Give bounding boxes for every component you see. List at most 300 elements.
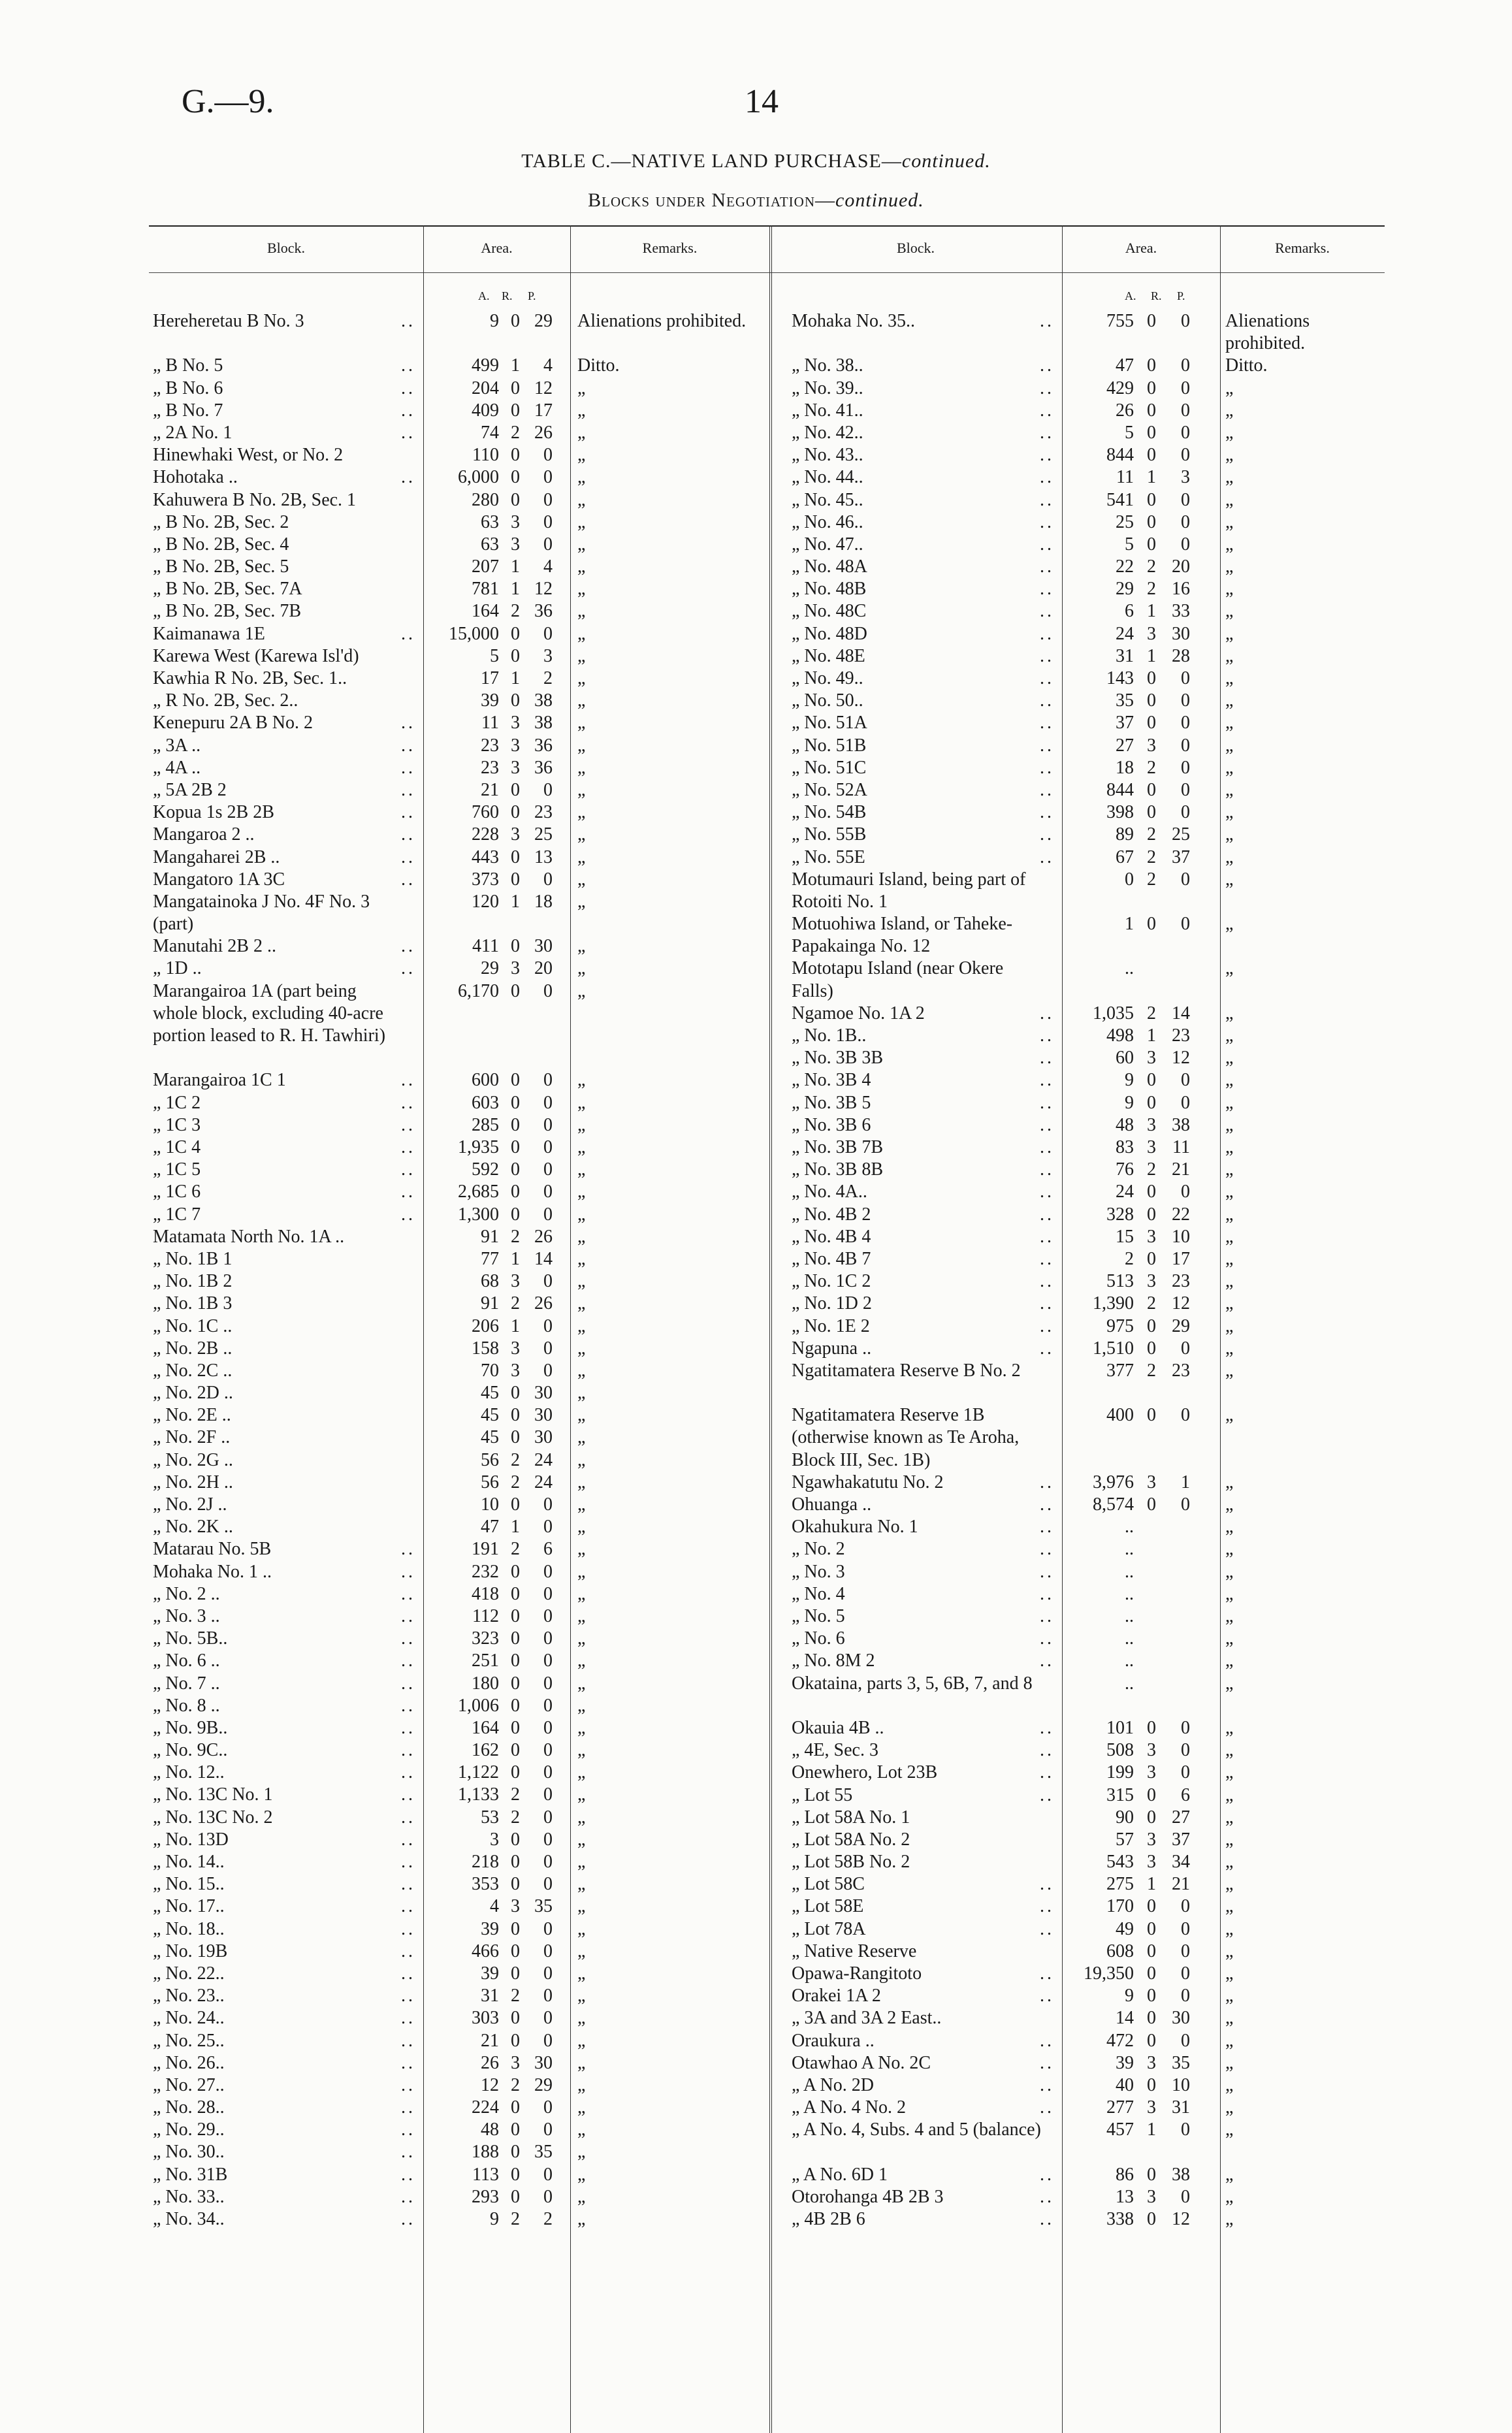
left-column-rows [153, 310, 767, 2231]
area-roods: 0 [511, 1628, 520, 1649]
table-row [792, 824, 1383, 846]
area-acres: 180 [472, 1673, 499, 1694]
area-roods: 1 [511, 668, 520, 689]
remarks-cell: „ [577, 1293, 586, 1314]
roods-unit-label-right: R. [1151, 289, 1162, 302]
table-row [792, 1248, 1383, 1270]
table-row [792, 1092, 1383, 1114]
remarks-cell: „ [577, 1874, 586, 1895]
block-name: „ B No. 2B, Sec. 2 [153, 511, 289, 532]
area-acres: 56 [481, 1449, 499, 1470]
remarks-cell: „ [577, 846, 586, 867]
area-roods: 1 [511, 1315, 520, 1336]
block-name: „ No. 4B 7 [792, 1248, 871, 1269]
area-perches: 0 [543, 1695, 553, 1716]
leader-dots: .. [1040, 355, 1054, 376]
area-acres: 18 [1116, 757, 1134, 778]
area-acres: 40 [1116, 2074, 1134, 2095]
block-name: „ No. 2G .. [153, 1449, 233, 1470]
area-perches: 0 [543, 1315, 553, 1336]
table-row [153, 1360, 767, 1382]
table-row [153, 1695, 767, 1717]
block-name: „ No. 48A [792, 556, 867, 577]
area-acres: 2,685 [458, 1182, 499, 1202]
table-row [153, 801, 767, 824]
block-name: Ohuanga .. [792, 1494, 872, 1515]
area-perches: 0 [543, 1137, 553, 1158]
block-name: „ No. 3B 4 [792, 1070, 871, 1091]
leader-dots: .. [1040, 1114, 1054, 1135]
area-roods: 3 [511, 824, 520, 845]
remarks-cell: „ [1225, 1182, 1234, 1202]
remarks-cell: „ [1225, 1070, 1234, 1091]
table-row [153, 1829, 767, 1851]
area-roods: 0 [511, 1137, 520, 1158]
area-acres: 74 [481, 422, 499, 443]
remarks-cell: „ [577, 1651, 586, 1671]
area-roods: 0 [1147, 1405, 1156, 1426]
area-acres: 49 [1116, 1918, 1134, 1939]
remarks-cell: „ [1225, 846, 1234, 867]
area-perches: 12 [1172, 1048, 1190, 1069]
area-acres: 228 [472, 824, 499, 845]
table-row [792, 1226, 1383, 1248]
remarks-cell: „ [1225, 1539, 1234, 1560]
table-row [153, 534, 767, 556]
area-roods: 3 [511, 1271, 520, 1292]
leader-dots: .. [1040, 445, 1054, 466]
block-name: „ No. 14.. [153, 1852, 225, 1873]
leader-dots: .. [401, 2142, 415, 2163]
remarks-cell: „ [1225, 1092, 1234, 1113]
area-perches: 0 [543, 1651, 553, 1671]
remarks-cell: „ [1225, 1226, 1234, 1247]
area-acres: 164 [472, 601, 499, 622]
area-roods: 0 [511, 1494, 520, 1515]
table-row [153, 1136, 767, 1159]
area-perches: 12 [534, 378, 553, 398]
remarks-cell: „ [1225, 445, 1234, 466]
block-name: „ 4E, Sec. 3 [792, 1740, 878, 1761]
block-name: „ B No. 5 [153, 355, 223, 376]
remarks-cell: Ditto. [1225, 355, 1268, 376]
leader-dots: .. [401, 713, 415, 733]
table-title: TABLE C.—NATIVE LAND PURCHASE—continued. [521, 150, 991, 172]
block-name: „ No. 43.. [792, 445, 863, 466]
area-acres: 9 [1125, 1092, 1134, 1113]
remarks-cell: „ [1225, 1405, 1234, 1426]
table-row [153, 2097, 767, 2119]
table-row [792, 600, 1383, 622]
table-row [792, 1873, 1383, 1895]
block-name: „ B No. 2B, Sec. 4 [153, 534, 289, 555]
area-acres: 315 [1106, 1784, 1134, 1805]
area-perches: 0 [543, 2008, 553, 2029]
area-perches: 0 [543, 1605, 553, 1626]
area-perches: 0 [543, 1561, 553, 1582]
leader-dots: .. [401, 1918, 415, 1939]
remarks-cell: „ [1225, 1874, 1234, 1895]
leader-dots: .. [1040, 1539, 1054, 1560]
block-name: „ No. 4B 2 [792, 1204, 871, 1225]
area-acres: 2 [1125, 1248, 1134, 1269]
table-row [792, 2208, 1383, 2231]
remarks-cell: „ [577, 2142, 586, 2163]
table-row [792, 1003, 1383, 1025]
area-roods: 0 [1147, 1248, 1156, 1269]
block-name: „ No. 1B 2 [153, 1271, 233, 1292]
area-acres: 418 [472, 1583, 499, 1604]
table-row [792, 422, 1383, 444]
block-name: „ No. 4B 4 [792, 1226, 871, 1247]
remarks-cell: „ [1225, 1517, 1234, 1538]
block-name: Kopua 1s 2B 2B [153, 802, 274, 823]
block-name: „ No. 13C No. 2 [153, 1807, 273, 1828]
area-roods: 0 [1147, 2030, 1156, 2051]
block-name: „ No. 27.. [153, 2074, 225, 2095]
remarks-cell: „ [577, 556, 586, 577]
area-roods: 0 [1147, 400, 1156, 421]
area-roods: 0 [511, 311, 520, 331]
table-row [792, 2030, 1383, 2052]
area-perches: 30 [1172, 623, 1190, 644]
leader-dots: .. [401, 623, 415, 644]
area-perches: 0 [1181, 1762, 1190, 1783]
leader-dots: .. [1040, 1986, 1054, 2006]
area-roods: 0 [511, 400, 520, 421]
area-perches: 23 [534, 802, 553, 823]
area-roods: 0 [511, 623, 520, 644]
table-row [153, 1159, 767, 1181]
area-acres: 400 [1106, 1405, 1134, 1426]
area-acres: 4 [490, 1896, 499, 1917]
area-acres: 120 [472, 891, 499, 912]
block-name: „ No. 5B.. [153, 1628, 228, 1649]
table-row [153, 1494, 767, 1516]
col-header-area-right: Area. [1125, 240, 1157, 256]
area-acres: 1,390 [1093, 1293, 1134, 1314]
area-perches: 2 [543, 2209, 553, 2230]
leader-dots: .. [1040, 802, 1054, 823]
area-roods: 0 [511, 2142, 520, 2163]
leader-dots: .. [1040, 2074, 1054, 2095]
block-name: „ No. 29.. [153, 2119, 225, 2140]
area-acres: 5 [490, 645, 499, 666]
area-roods: 1 [511, 1248, 520, 1269]
area-roods: 0 [1147, 1182, 1156, 1202]
area-perches: 16 [1172, 579, 1190, 600]
area-roods: 0 [1147, 378, 1156, 398]
table-row [153, 1784, 767, 1806]
area-perches: 0 [543, 467, 553, 488]
area-perches: 25 [534, 824, 553, 845]
area-acres: 844 [1106, 779, 1134, 800]
table-row [792, 757, 1383, 779]
area-acres: 89 [1116, 824, 1134, 845]
area-perches: 30 [534, 1383, 553, 1404]
remarks-cell: „ [1225, 1896, 1234, 1917]
block-name: Matamata North No. 1A .. [153, 1226, 345, 1247]
area-roods: 2 [511, 1784, 520, 1805]
remarks-cell: „ [577, 1762, 586, 1783]
area-perches: 0 [543, 489, 553, 510]
leader-dots: .. [401, 2186, 415, 2207]
leader-dots: .. [401, 779, 415, 800]
area-acres: 508 [1106, 1740, 1134, 1761]
table-row [792, 1985, 1383, 2007]
remarks-cell: „ [577, 1986, 586, 2006]
leader-dots: .. [1040, 1293, 1054, 1314]
table-row [792, 958, 1383, 1002]
table-row [792, 1516, 1383, 1538]
leader-dots: .. [401, 311, 415, 331]
table-row [153, 1092, 767, 1114]
table-row [153, 2164, 767, 2186]
area-perches: 0 [1181, 1963, 1190, 1984]
area-roods: 0 [511, 1918, 520, 1939]
area-acres: 68 [481, 1271, 499, 1292]
col-header-block-right: Block. [896, 240, 935, 256]
block-name: „ B No. 7 [153, 400, 223, 421]
block-name: „ No. 54B [792, 802, 867, 823]
remarks-cell: „ [577, 1427, 586, 1448]
block-name: „ No. 2C .. [153, 1360, 233, 1381]
area-perches: 0 [543, 1360, 553, 1381]
area-acres: 207 [472, 556, 499, 577]
leader-dots: .. [401, 1561, 415, 1582]
area-roods: 1 [511, 1517, 520, 1538]
roods-unit-label: R. [502, 289, 513, 302]
table-row [153, 1426, 767, 1449]
area-roods: 2 [1147, 1003, 1156, 1023]
leader-dots: .. [1040, 1740, 1054, 1761]
area-perches: 0 [543, 2164, 553, 2185]
area-roods: 0 [1147, 914, 1156, 935]
table-row [153, 1717, 767, 1739]
area-roods: 2 [1147, 1293, 1156, 1314]
leader-dots: .. [401, 1963, 415, 1984]
leader-dots: .. [1040, 1338, 1054, 1359]
area-acres: 101 [1106, 1717, 1134, 1738]
table-row [153, 1293, 767, 1315]
remarks-cell: „ [1225, 1918, 1234, 1939]
area-roods: 0 [1147, 690, 1156, 711]
block-name: „ 1C 4 [153, 1137, 201, 1158]
area-perches: 0 [543, 2030, 553, 2051]
area-roods: 0 [511, 1605, 520, 1626]
remarks-cell: „ [577, 2209, 586, 2230]
remarks-cell: „ [577, 2097, 586, 2118]
area-roods: 1 [1147, 601, 1156, 622]
remarks-cell: „ [577, 534, 586, 555]
area-acres: .. [1125, 958, 1134, 979]
table-row [792, 400, 1383, 422]
area-perches: 0 [543, 1941, 553, 1961]
leader-dots: .. [401, 1539, 415, 1560]
area-roods: 3 [511, 757, 520, 778]
leader-dots: .. [1040, 1762, 1054, 1783]
remarks-cell: „ [1225, 869, 1234, 890]
block-name: „ No. 2 .. [153, 1583, 220, 1604]
table-row [153, 824, 767, 846]
remarks-cell: „ [1225, 2164, 1234, 2185]
block-name: „ No. 52A [792, 779, 867, 800]
area-perches: 12 [534, 579, 553, 600]
table-row [153, 1650, 767, 1672]
area-roods: 3 [1147, 2052, 1156, 2073]
area-acres: 218 [472, 1852, 499, 1873]
table-row [792, 466, 1383, 489]
table-row [792, 2164, 1383, 2186]
block-name: Marangairoa 1C 1 [153, 1070, 286, 1091]
block-name: Opawa-Rangitoto [792, 1963, 922, 1984]
table-row [153, 1270, 767, 1293]
leader-dots: .. [401, 735, 415, 756]
area-perches: 26 [534, 1293, 553, 1314]
area-roods: 0 [511, 1159, 520, 1180]
table-row [153, 2074, 767, 2097]
table-row [792, 869, 1383, 913]
table-row [153, 1985, 767, 2007]
remarks-cell: „ [1225, 2052, 1234, 2073]
table-row [153, 1449, 767, 1472]
area-perches: 36 [534, 757, 553, 778]
area-perches: 30 [1172, 2008, 1190, 2029]
remarks-cell: „ [577, 1070, 586, 1091]
area-perches: 0 [543, 1784, 553, 1805]
table-row [153, 2119, 767, 2141]
area-acres: 760 [472, 802, 499, 823]
area-acres: 162 [472, 1740, 499, 1761]
area-perches: 30 [534, 1427, 553, 1448]
block-name: „ 5A 2B 2 [153, 779, 227, 800]
remarks-cell: „ [1225, 1137, 1234, 1157]
block-name: „ No. 4 [792, 1583, 845, 1604]
table-row [792, 1895, 1383, 1918]
area-acres: 15,000 [449, 623, 499, 644]
header-rule [149, 272, 1385, 273]
block-name: „ No. 24.. [153, 2008, 225, 2029]
area-acres: 844 [1106, 445, 1134, 466]
perches-unit-label-right: P. [1177, 289, 1185, 302]
remarks-cell: „ [577, 1896, 586, 1917]
area-perches: 0 [1181, 511, 1190, 532]
area-acres: 110 [472, 445, 499, 466]
table-row [792, 355, 1383, 377]
area-acres: 17 [481, 668, 499, 689]
area-roods: 3 [1147, 1226, 1156, 1247]
table-row [153, 2208, 767, 2231]
area-roods: 3 [1147, 1048, 1156, 1069]
area-roods: 1 [1147, 645, 1156, 666]
area-roods: 0 [1147, 1784, 1156, 1805]
area-roods: 1 [1147, 1874, 1156, 1895]
area-roods: 0 [511, 2119, 520, 2140]
table-row [792, 511, 1383, 534]
area-roods: 0 [1147, 534, 1156, 555]
remarks-cell: „ [1225, 1807, 1234, 1828]
table-row [153, 1873, 767, 1895]
leader-dots: .. [1040, 1784, 1054, 1805]
area-perches: 26 [534, 422, 553, 443]
area-acres: .. [1125, 1673, 1134, 1694]
remarks-cell: „ [577, 1628, 586, 1649]
remarks-cell: „ [1225, 1605, 1234, 1626]
leader-dots: .. [401, 757, 415, 778]
remarks-cell: Alienations prohibited. [577, 311, 747, 331]
remarks-cell: „ [577, 1605, 586, 1626]
leader-dots: .. [1040, 534, 1054, 555]
area-roods: 0 [1147, 311, 1156, 331]
area-perches: 0 [543, 1070, 553, 1091]
leader-dots: .. [1040, 1651, 1054, 1671]
table-row [153, 1583, 767, 1605]
block-name: „ No. 51A [792, 713, 867, 733]
block-name: „ No. 2H .. [153, 1472, 233, 1492]
leader-dots: .. [1040, 668, 1054, 689]
block-name: „ No. 2B .. [153, 1338, 233, 1359]
table-row [153, 2052, 767, 2074]
remarks-cell: „ [577, 2008, 586, 2029]
leader-dots: .. [1040, 645, 1054, 666]
area-acres: 57 [1116, 1829, 1134, 1850]
area-perches: 14 [534, 1248, 553, 1269]
remarks-cell: „ [1225, 1963, 1234, 1984]
remarks-cell: „ [577, 1852, 586, 1873]
area-acres: 21 [481, 779, 499, 800]
area-perches: 38 [1172, 1114, 1190, 1135]
area-acres: 29 [1116, 579, 1134, 600]
remarks-cell: „ [1225, 1271, 1234, 1292]
area-roods: 0 [511, 645, 520, 666]
area-perches: 12 [1172, 1293, 1190, 1314]
table-row [792, 1941, 1383, 1963]
remarks-cell: „ [1225, 1248, 1234, 1269]
block-name: „ No. 34.. [153, 2209, 225, 2230]
area-perches: 23 [1172, 1360, 1190, 1381]
block-name: „ No. 3B 7B [792, 1137, 883, 1157]
block-name: „ Lot 58B No. 2 [792, 1852, 910, 1873]
area-roods: 3 [1147, 1137, 1156, 1157]
leader-dots: .. [401, 1941, 415, 1961]
area-perches: 31 [1172, 2097, 1190, 2118]
leader-dots: .. [401, 1874, 415, 1895]
area-perches: 1 [1181, 1472, 1190, 1492]
area-perches: 20 [1172, 556, 1190, 577]
block-name: „ No. 41.. [792, 400, 863, 421]
area-acres: 67 [1116, 846, 1134, 867]
leader-dots: .. [1040, 1896, 1054, 1917]
remarks-cell: „ [577, 378, 586, 398]
area-roods: 2 [1147, 579, 1156, 600]
remarks-cell: Ditto. [577, 355, 620, 376]
table-row [153, 310, 767, 355]
area-roods: 3 [511, 1338, 520, 1359]
area-perches: 10 [1172, 1226, 1190, 1247]
block-name: Kawhia R No. 2B, Sec. 1.. [153, 668, 347, 689]
block-name: „ 1D .. [153, 958, 202, 979]
area-acres: 600 [472, 1070, 499, 1091]
block-name: „ No. 3 .. [153, 1605, 220, 1626]
block-name: „ No. 19B [153, 1941, 228, 1961]
leader-dots: .. [401, 1628, 415, 1649]
block-name: „ No. 3B 6 [792, 1114, 871, 1135]
remarks-cell: „ [1225, 1159, 1234, 1180]
remarks-cell: „ [577, 623, 586, 644]
remarks-cell: „ [1225, 1651, 1234, 1671]
area-acres: 5 [1125, 422, 1134, 443]
area-roods: 0 [1147, 1070, 1156, 1091]
